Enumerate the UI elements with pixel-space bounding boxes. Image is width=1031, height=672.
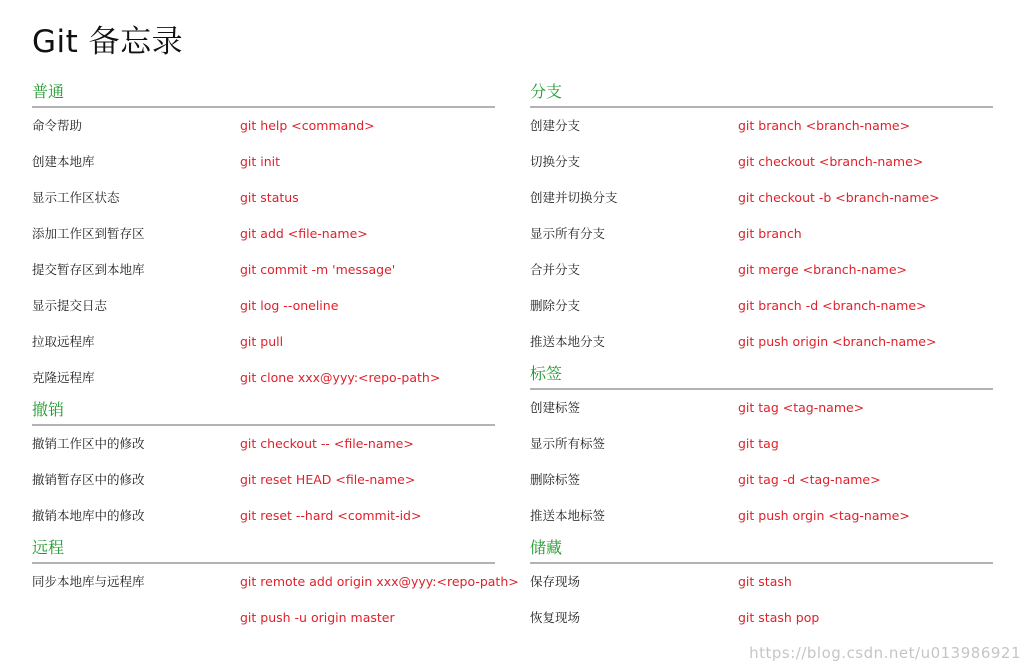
command-text: git tag <tag-name> (738, 400, 865, 415)
command-text: git reset HEAD <file-name> (240, 472, 416, 487)
command-text: git stash (738, 574, 792, 589)
command-row (32, 144, 495, 180)
command-row (530, 144, 993, 180)
command-description: 显示提交日志 (32, 298, 108, 313)
left-column (32, 78, 519, 636)
command-row (32, 360, 495, 396)
command-description: 添加工作区到暂存区 (32, 226, 145, 241)
command-description: 创建标签 (530, 400, 581, 415)
command-description: 推送本地标签 (530, 508, 606, 523)
command-text: git pull (240, 334, 284, 349)
command-description: 创建并切换分支 (530, 190, 618, 205)
section-general (32, 78, 495, 396)
command-text: git branch <branch-name> (738, 118, 911, 133)
command-row (32, 324, 495, 360)
watermark: https://blog.csdn.net/u013986921 (749, 644, 1021, 662)
command-row (530, 216, 993, 252)
command-text: git checkout -- <file-name> (240, 436, 414, 451)
command-description: 撤销本地库中的修改 (32, 508, 145, 523)
command-description: 合并分支 (530, 262, 581, 277)
command-text: git checkout <branch-name> (738, 154, 924, 169)
command-row (530, 498, 993, 534)
command-row (530, 390, 993, 426)
section-header (530, 78, 993, 108)
command-description: 显示工作区状态 (32, 190, 120, 205)
section-branch (530, 78, 993, 360)
command-text: git clone xxx@yyy:<repo-path> (240, 370, 441, 385)
command-description: 撤销暂存区中的修改 (32, 472, 145, 487)
command-description: 同步本地库与远程库 (32, 574, 145, 589)
command-text: git branch -d <branch-name> (738, 298, 927, 313)
command-row (530, 600, 993, 636)
command-description: 恢复现场 (530, 610, 581, 625)
command-text: git branch (738, 226, 802, 241)
command-description: 创建分支 (530, 118, 581, 133)
section-title: 储藏 (530, 538, 563, 557)
command-description: 创建本地库 (32, 154, 95, 169)
command-text: git tag -d <tag-name> (738, 472, 881, 487)
section-remote (32, 534, 519, 636)
command-description: 显示所有分支 (530, 226, 606, 241)
section-header (32, 396, 495, 426)
command-text: git push origin <branch-name> (738, 334, 937, 349)
command-row (32, 462, 495, 498)
page-title: Git 备忘录 (32, 24, 184, 60)
command-row (530, 324, 993, 360)
section-undo (32, 396, 495, 534)
command-text: git init (240, 154, 281, 169)
command-text: git help <command> (240, 118, 375, 133)
command-row (32, 564, 519, 600)
command-description: 克隆远程库 (32, 370, 95, 385)
command-description: 撤销工作区中的修改 (32, 436, 145, 451)
command-description: 删除标签 (530, 472, 581, 487)
command-text: git commit -m 'message' (240, 262, 396, 277)
command-row (32, 600, 495, 636)
command-text: git checkout -b <branch-name> (738, 190, 940, 205)
command-row (530, 288, 993, 324)
command-text: git add <file-name> (240, 226, 368, 241)
command-row (530, 564, 993, 600)
command-description: 切换分支 (530, 154, 581, 169)
section-header (530, 360, 993, 390)
command-row (32, 108, 495, 144)
command-row (32, 180, 495, 216)
command-description: 删除分支 (530, 298, 581, 313)
command-row (530, 252, 993, 288)
section-title: 标签 (530, 364, 563, 383)
command-description: 拉取远程库 (32, 334, 95, 349)
command-row (530, 462, 993, 498)
command-description: 命令帮助 (32, 118, 83, 133)
command-text: git remote add origin xxx@yyy:<repo-path> (240, 574, 519, 589)
command-description: 显示所有标签 (530, 436, 606, 451)
command-row (530, 180, 993, 216)
command-row (32, 216, 495, 252)
section-header (530, 534, 993, 564)
section-header (32, 78, 495, 108)
command-text: git reset --hard <commit-id> (240, 508, 422, 523)
right-column (530, 78, 993, 636)
command-description: 推送本地分支 (530, 334, 606, 349)
section-title: 远程 (32, 538, 65, 557)
command-description: 保存现场 (530, 574, 581, 589)
command-text: git status (240, 190, 299, 205)
command-text: git log --oneline (240, 298, 339, 313)
section-title: 分支 (530, 82, 563, 101)
command-text: git tag (738, 436, 779, 451)
section-tag (530, 360, 993, 534)
command-text: git merge <branch-name> (738, 262, 908, 277)
command-description: 提交暂存区到本地库 (32, 262, 145, 277)
command-row (32, 252, 495, 288)
command-text: git stash pop (738, 610, 820, 625)
command-text: git push orgin <tag-name> (738, 508, 910, 523)
command-text: git push -u origin master (240, 610, 395, 625)
section-stash (530, 534, 993, 636)
command-row (530, 426, 993, 462)
command-row (32, 498, 495, 534)
command-row (32, 288, 495, 324)
command-row (530, 108, 993, 144)
section-title: 普通 (32, 82, 65, 101)
command-row (32, 426, 495, 462)
section-title: 撤销 (32, 400, 65, 419)
section-header (32, 534, 495, 564)
